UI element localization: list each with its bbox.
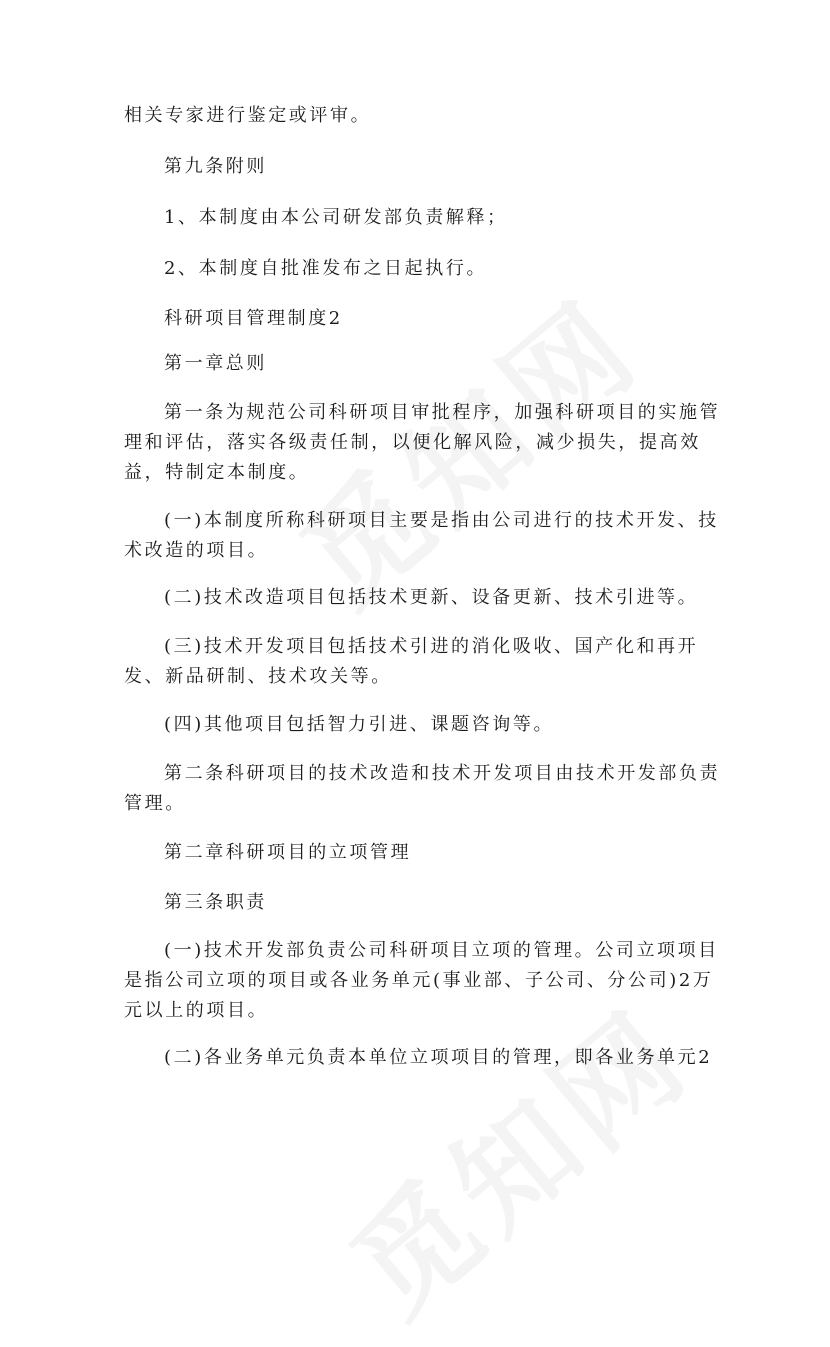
- chapter-one-heading: 第一章总则: [164, 353, 267, 374]
- chapter-two-heading: 第二章科研项目的立项管理: [164, 842, 412, 863]
- duty-item-one-paragraph: (一)技术开发部负责公司科研项目立项的管理。公司立项项目是指公司立项的项目或各业务单元(事业部、子公司、分公司)2万元以上的项目。: [124, 940, 719, 1021]
- paragraph-continued-review: 相关专家进行鉴定或评审。: [124, 105, 372, 126]
- list-item-1: 1、本制度由本公司研发部负责解释；: [164, 207, 508, 228]
- article-nine-heading: 第九条附则: [164, 156, 267, 177]
- list-item-2: 2、本制度自批准发布之日起执行。: [164, 258, 488, 279]
- item-two-paragraph: (二)技术改造项目包括技术更新、设备更新、技术引进等。: [164, 587, 699, 608]
- article-one-paragraph: 第一条为规范公司科研项目审批程序，加强科研项目的实施管理和评估，落实各级责任制，以便化解风险，减少损失，提高效益，特制定本制度。: [124, 402, 721, 483]
- document-title: 科研项目管理制度2: [164, 308, 343, 329]
- item-three-paragraph: (三)技术开发项目包括技术引进的消化吸收、国产化和再开发、新品研制、技术攻关等。: [124, 636, 699, 687]
- article-three-heading: 第三条职责: [164, 892, 267, 913]
- duty-item-two-paragraph: (二)各业务单元负责本单位立项项目的管理，即各业务单元2: [164, 1047, 713, 1068]
- item-four-paragraph: (四)其他项目包括智力引进、课题咨询等。: [164, 714, 555, 735]
- article-two-paragraph: 第二条科研项目的技术改造和技术开发项目由技术开发部负责管理。: [124, 763, 721, 814]
- item-one-paragraph: (一)本制度所称科研项目主要是指由公司进行的技术开发、技术改造的项目。: [124, 510, 719, 561]
